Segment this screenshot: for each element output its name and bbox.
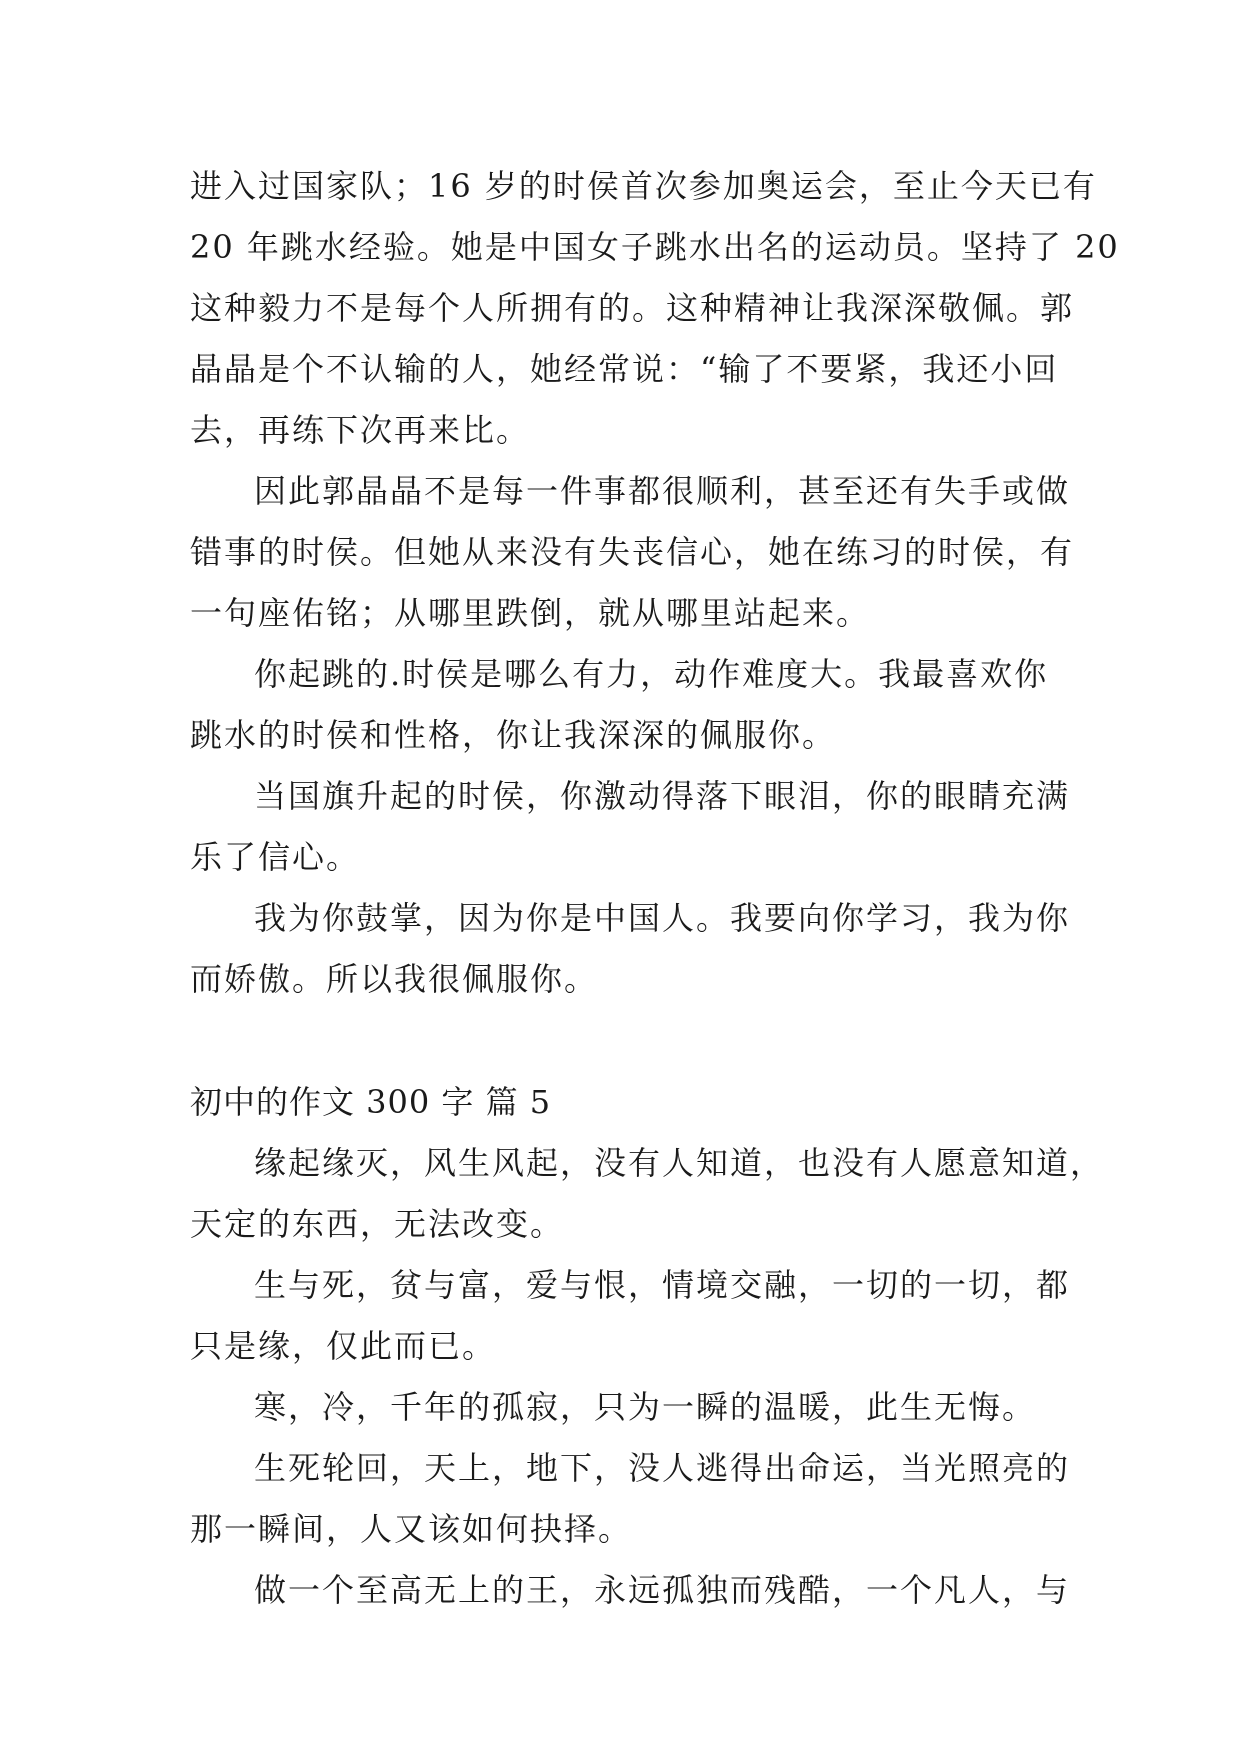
paragraph-first-line: 寒，冷，千年的孤寂，只为一瞬的温暖，此生无悔。 [254, 1388, 1037, 1426]
text-line: 只是缘，仅此而已。 [190, 1327, 497, 1365]
paragraph-first-line: 做一个至高无上的王，永远孤独而残酷，一个凡人，与 [254, 1571, 1071, 1609]
text-line: 天定的东西，无法改变。 [190, 1205, 565, 1243]
text-line: 错事的时侯。但她从来没有失丧信心，她在练习的时侯，有 [190, 533, 1075, 571]
text-line: 这种毅力不是每个人所拥有的。这种精神让我深深敬佩。郭 [190, 289, 1075, 327]
paragraph-first-line: 我为你鼓掌，因为你是中国人。我要向你学习，我为你 [254, 899, 1071, 937]
text-line: 进入过国家队；16 岁的时侯首次参加奥运会，至止今天已有 [190, 167, 1097, 205]
text-line: 晶晶是个不认输的人，她经常说：“输了不要紧，我还小回 [190, 350, 1059, 388]
text-line: 而娇傲。所以我很佩服你。 [190, 960, 599, 998]
paragraph-first-line: 因此郭晶晶不是每一件事都很顺利，甚至还有失手或做 [254, 472, 1071, 510]
paragraph-first-line: 生与死，贫与富，爱与恨，情境交融，一切的一切，都 [254, 1266, 1071, 1304]
text-line: 那一瞬间，人又该如何抉择。 [190, 1510, 633, 1548]
document-body [190, 156, 1120, 1621]
paragraph-first-line: 你起跳的.时侯是哪么有力，动作难度大。我最喜欢你 [254, 655, 1049, 693]
section-spacer [190, 1010, 1060, 1072]
text-line: 乐了信心。 [190, 838, 361, 876]
text-line: 跳水的时侯和性格，你让我深深的佩服你。 [190, 716, 837, 754]
paragraph-first-line: 当国旗升起的时侯，你激动得落下眼泪，你的眼睛充满 [254, 777, 1071, 815]
paragraph-first-line: 生死轮回，天上，地下，没人逃得出命运，当光照亮的 [254, 1449, 1071, 1487]
text-line: 20 年跳水经验。她是中国女子跳水出名的运动员。坚持了 20 [190, 228, 1120, 266]
text-line: 去，再练下次再来比。 [190, 411, 531, 449]
text-line: 一句座佑铭；从哪里跌倒，就从哪里站起来。 [190, 594, 871, 632]
paragraph-first-line: 缘起缘灭，风生风起，没有人知道，也没有人愿意知道， [254, 1144, 1105, 1182]
section-heading: 初中的作文 300 字 篇 5 [190, 1083, 552, 1121]
